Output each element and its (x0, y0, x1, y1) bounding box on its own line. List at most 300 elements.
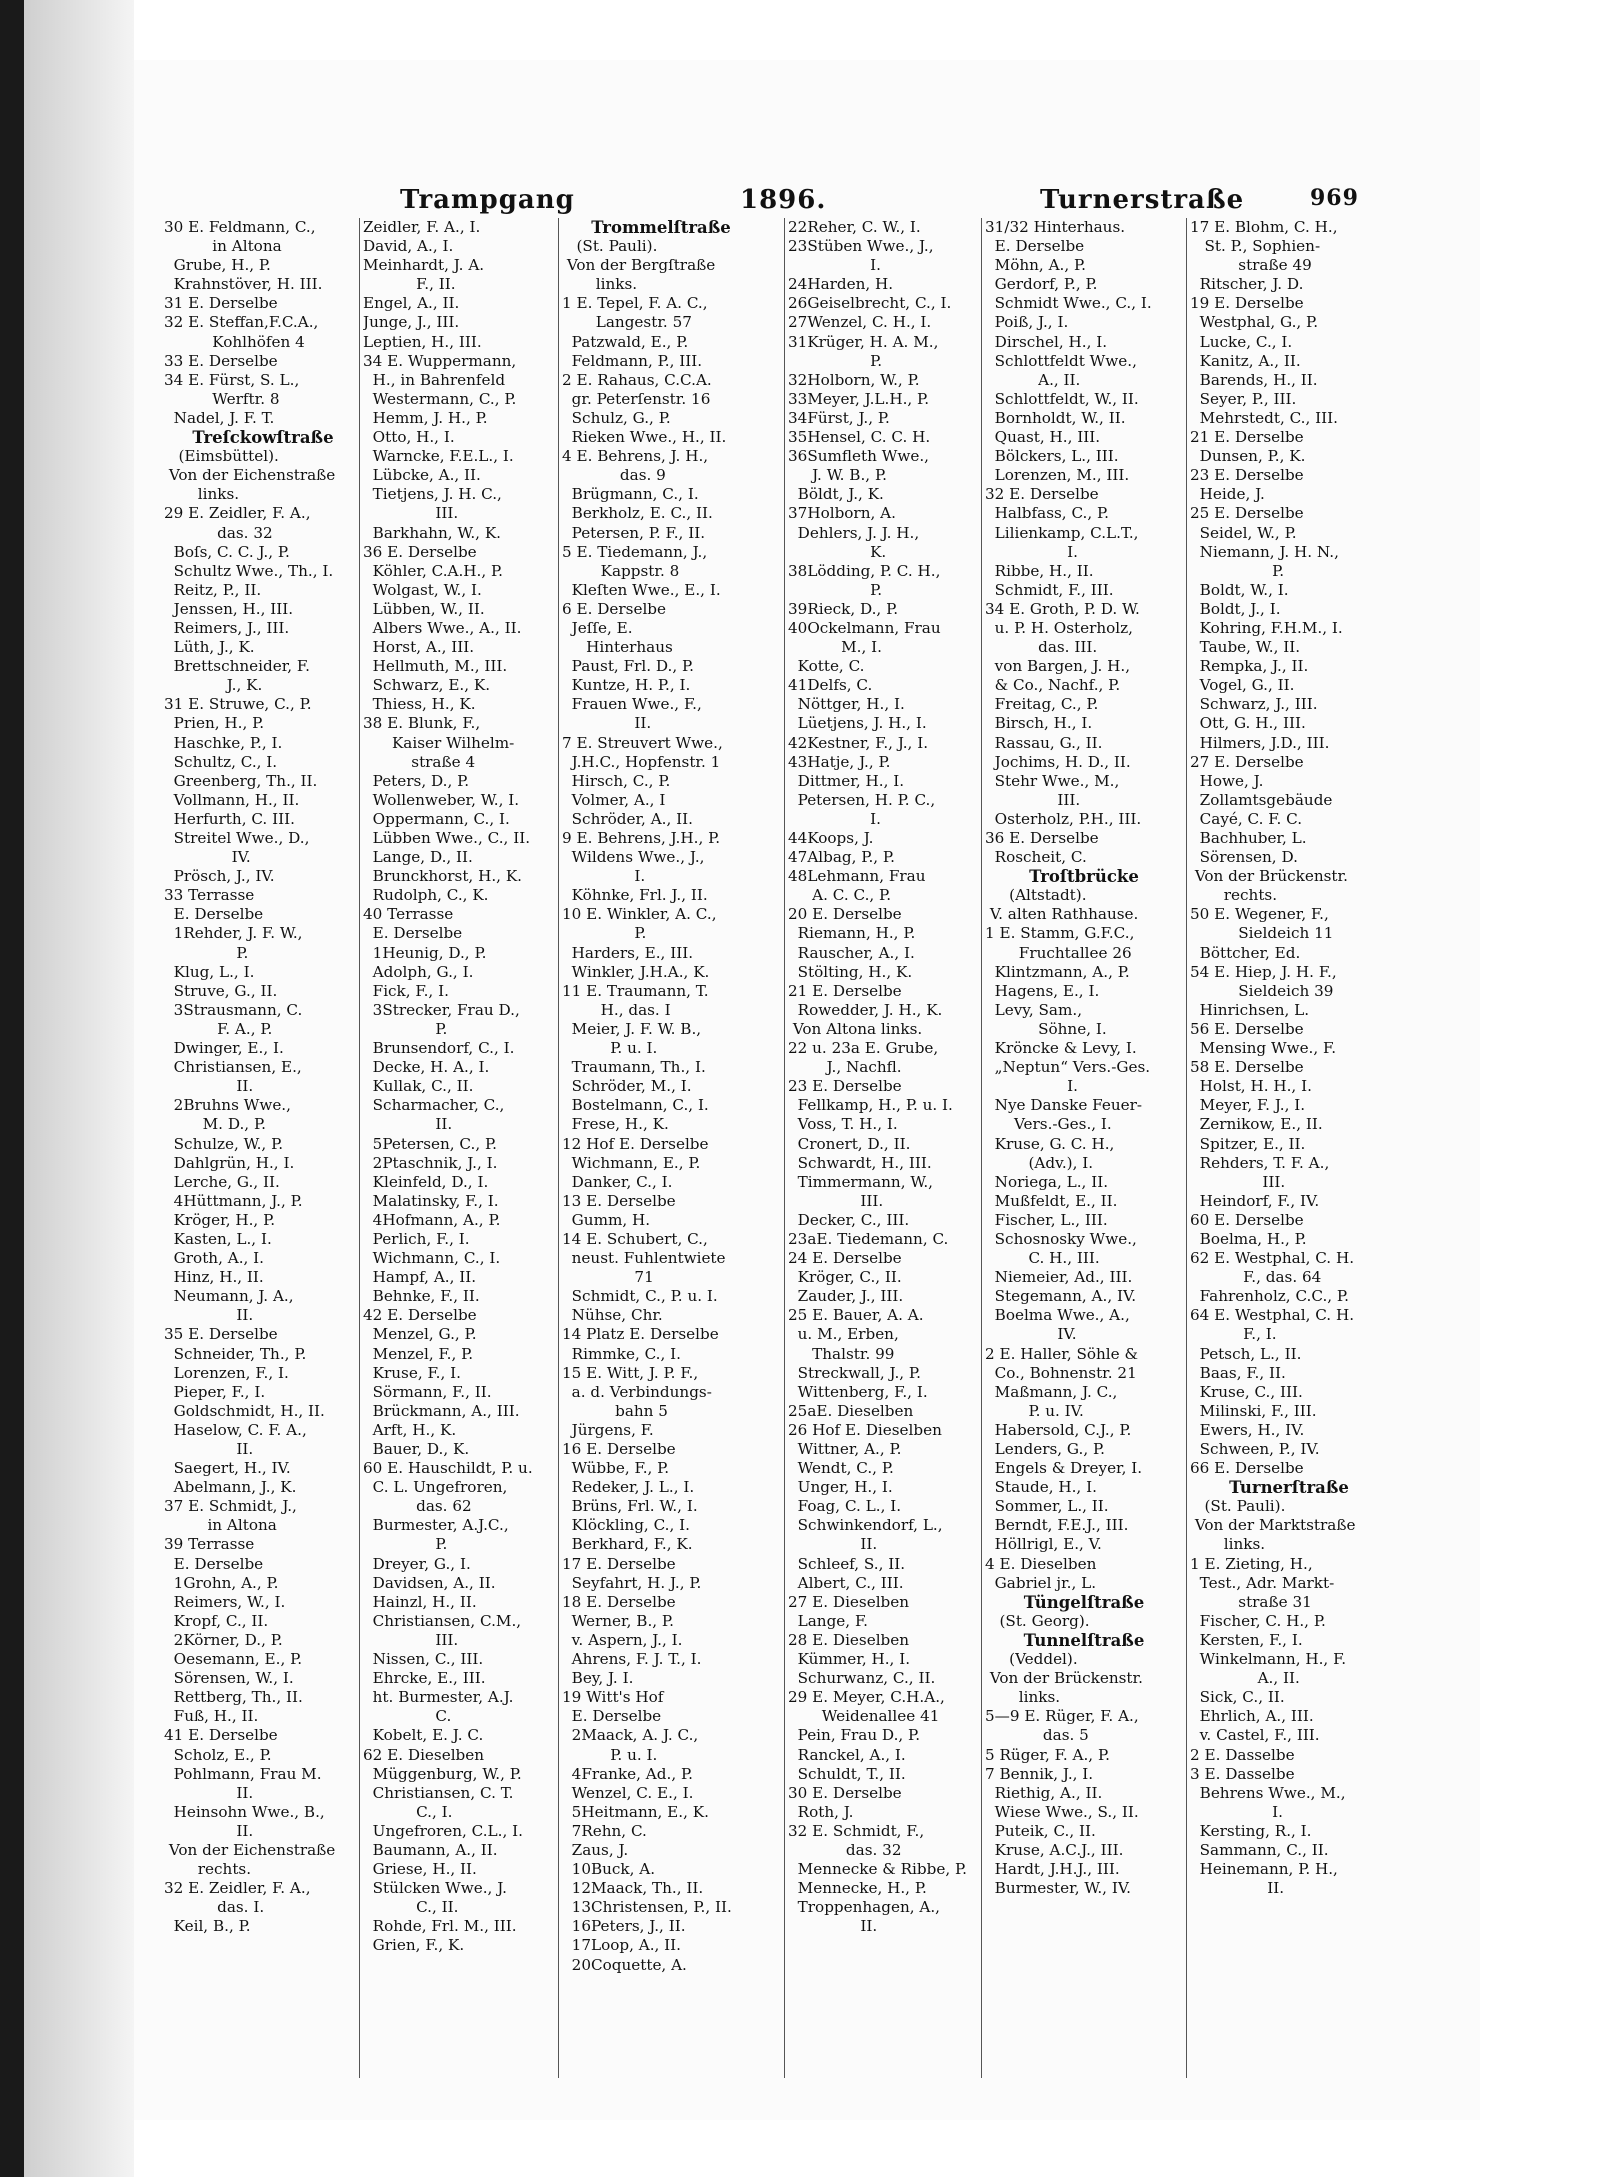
directory-line: Troſtbrücke (1029, 867, 1139, 887)
directory-line: 10Buck, A. (562, 1860, 656, 1879)
directory-line: Malatinsky, F., I. (363, 1191, 499, 1210)
directory-line: Kruse, F., I. (363, 1363, 461, 1382)
directory-line: Co., Bohnenstr. 21 (985, 1363, 1137, 1382)
directory-line: Sieldeich 39 (1190, 981, 1334, 1000)
directory-line: J., K. (164, 676, 263, 695)
directory-line: 19 Witt's Hof (562, 1688, 664, 1707)
directory-line: Horst, A., III. (363, 638, 475, 657)
directory-line: 25 E. Bauer, A. A. (788, 1306, 924, 1325)
running-head-left: Trampgang (400, 185, 575, 215)
directory-line: 56 E. Derselbe (1190, 1019, 1304, 1038)
directory-line: David, A., I. (363, 237, 454, 256)
directory-line: Müggenburg, W., P. (363, 1764, 522, 1783)
directory-line: Spitzer, E., II. (1190, 1134, 1306, 1153)
directory-line: Warncke, F.E.L., I. (363, 447, 514, 466)
directory-line: Fischer, L., III. (985, 1210, 1108, 1229)
directory-line: 34 E. Wuppermann, (363, 351, 517, 370)
directory-line: Ewers, H., IV. (1190, 1420, 1305, 1439)
directory-line: 23Stüben Wwe., J., (788, 237, 934, 256)
directory-line: Meier, J. F. W. B., (562, 1019, 702, 1038)
directory-line: Patzwald, E., P. (562, 332, 689, 351)
directory-line: Herfurth, C. III. (164, 809, 295, 828)
directory-line: III. (788, 1191, 884, 1210)
directory-line: Kullak, C., II. (363, 1077, 474, 1096)
directory-line: Fischer, C. H., P. (1190, 1611, 1326, 1630)
directory-line: Pein, Frau D., P. (788, 1726, 921, 1745)
directory-line: Lenders, G., P. (985, 1440, 1105, 1458)
directory-line: Stölting, H., K. (788, 962, 913, 981)
directory-line: 39 Terrasse (164, 1535, 255, 1554)
directory-line: Freitag, C., P. (985, 695, 1099, 714)
directory-line: Goldschmidt, H., II. (164, 1401, 325, 1420)
directory-line: Von der Brückenstr. (985, 1669, 1143, 1688)
directory-line: das. 32 (788, 1840, 902, 1859)
directory-line: Vers.-Ges., I. (985, 1115, 1112, 1134)
directory-line: Nissen, C., III. (363, 1650, 484, 1669)
directory-line: 22Reher, C. W., I. (788, 218, 921, 236)
directory-line: Schmidt, C., P. u. I. (562, 1287, 718, 1306)
directory-line: Voss, T. H., I. (788, 1115, 898, 1134)
directory-line: Jenssen, H., III. (164, 599, 294, 618)
directory-line: K. (788, 542, 887, 561)
directory-line: 17 E. Derselbe (562, 1554, 676, 1573)
directory-line: II. (164, 1783, 254, 1802)
directory-line: Kotte, C. (788, 657, 865, 676)
directory-line: Kobelt, E. J. C. (363, 1726, 484, 1745)
directory-line: 31 E. Derselbe (164, 294, 278, 313)
directory-line: Bey, J. I. (562, 1669, 634, 1688)
directory-line: Hirsch, C., P. (562, 771, 671, 790)
directory-line: Levy, Sam., (985, 1000, 1083, 1019)
directory-line: Fellkamp, H., P. u. I. (788, 1096, 953, 1115)
directory-line: Oppermann, C., I. (363, 809, 510, 828)
directory-line: Fahrenholz, C.C., P. (1190, 1287, 1349, 1306)
directory-line: 71 (562, 1268, 654, 1287)
directory-line: Arft, H., K. (363, 1420, 457, 1439)
directory-line: P. (1190, 561, 1285, 580)
directory-line: Kröger, C., II. (788, 1268, 902, 1287)
directory-line: 18 E. Derselbe (562, 1592, 676, 1611)
directory-line: 36 E. Derselbe (363, 542, 477, 561)
directory-line: II. (788, 1917, 878, 1936)
directory-line: C. (363, 1707, 452, 1726)
directory-column-1 (164, 218, 362, 1936)
directory-line: Reimers, J., III. (164, 618, 290, 637)
directory-line: (St. Pauli). (1190, 1497, 1286, 1516)
directory-line: Abelmann, J., K. (164, 1478, 297, 1497)
directory-line: Fick, F., I. (363, 981, 449, 1000)
directory-line: II. (562, 714, 652, 733)
directory-line: Schween, P., IV. (1190, 1440, 1320, 1458)
directory-column-5 (985, 218, 1183, 1898)
directory-line: Dahlgrün, H., I. (164, 1153, 295, 1172)
directory-line: Pieper, F., I. (164, 1382, 266, 1401)
directory-line: bahn 5 (562, 1401, 668, 1420)
directory-line: Zollamtsgebäude (1190, 790, 1333, 809)
directory-line: Boelma Wwe., A., (985, 1306, 1130, 1325)
directory-line: Söhne, I. (985, 1019, 1107, 1038)
directory-line: 2Maack, A. J. C., (562, 1726, 699, 1745)
directory-line: Haselow, C. F. A., (164, 1420, 307, 1439)
directory-line: das. 62 (363, 1497, 472, 1516)
directory-line: P. u. I. (562, 1039, 658, 1058)
directory-line: Baumann, A., II. (363, 1840, 498, 1859)
directory-line: Sörensen, D. (1190, 848, 1298, 867)
directory-line: 25aE. Dieselben (788, 1401, 914, 1420)
directory-column-3 (562, 218, 760, 1975)
page-header (160, 185, 1359, 215)
directory-line: Seidel, W., P. (1190, 523, 1297, 542)
directory-line: Nühse, Chr. (562, 1306, 663, 1325)
directory-line: Treſckowſtraße (192, 428, 334, 448)
directory-line: Sörmann, F., II. (363, 1382, 492, 1401)
directory-line: Gumm, H. (562, 1210, 651, 1229)
directory-line: Rehders, T. F. A., (1190, 1153, 1330, 1172)
directory-line: 2Körner, D., P. (164, 1630, 283, 1649)
directory-line: 32 E. Steffan,F.C.A., (164, 313, 319, 332)
directory-line: 10 E. Winkler, A. C., (562, 905, 717, 924)
directory-line: Kasten, L., I. (164, 1229, 272, 1248)
directory-line: Gerdorf, P., P. (985, 275, 1098, 294)
directory-line: Rempka, J., II. (1190, 657, 1309, 676)
directory-line: Wittner, A., P. (788, 1440, 902, 1458)
directory-line: Wollenweber, W., I. (363, 790, 520, 809)
directory-line: Jochims, H. D., II. (985, 752, 1131, 771)
directory-line: Meyer, F. J., I. (1190, 1096, 1306, 1115)
directory-line: gr. Peterſenstr. 16 (562, 389, 711, 408)
directory-line: P. (363, 1019, 448, 1038)
directory-line: Cayé, C. F. C. (1190, 809, 1303, 828)
directory-line: 5 E. Tiedemann, J., (562, 542, 708, 561)
directory-line: Mennecke, H., P. (788, 1879, 927, 1898)
directory-line: 4Hüttmann, J., P. (164, 1191, 303, 1210)
directory-line: Schmidt, F., III. (985, 580, 1114, 599)
directory-line: Hinz, H., II. (164, 1268, 264, 1287)
directory-line: Nye Danske Feuer- (985, 1096, 1143, 1115)
directory-line: E. Derselbe (363, 924, 463, 943)
directory-line: Rohde, Frl. M., III. (363, 1917, 517, 1936)
directory-line: Hinterhaus (562, 638, 673, 657)
directory-line: Schosnosky Wwe., (985, 1229, 1137, 1248)
directory-line: Werftr. 8 (164, 389, 280, 408)
directory-line: 1 E. Stamm, G.F.C., (985, 924, 1135, 943)
directory-line: Köhler, C.A.H., P. (363, 561, 504, 580)
directory-line: Lucke, C., I. (1190, 332, 1293, 351)
directory-line: Wiese Wwe., S., II. (985, 1802, 1139, 1821)
directory-line: A., II. (985, 370, 1081, 389)
directory-line: J.H.C., Hopfenstr. 1 (562, 752, 721, 771)
directory-line: Haschke, P., I. (164, 733, 283, 752)
directory-line: Struve, G., II. (164, 981, 278, 1000)
directory-line: Tietjens, J. H. C., (363, 485, 502, 504)
directory-line: (St. Pauli). (562, 237, 658, 256)
directory-line: 37Holborn, A. (788, 504, 896, 523)
directory-line: Lüth, J., K. (164, 638, 255, 657)
directory-line: 44Koops, J. (788, 829, 874, 847)
directory-line: (Altstadt). (985, 886, 1087, 905)
directory-line: 41 E. Derselbe (164, 1726, 278, 1745)
directory-line: Hinrichsen, L. (1190, 1000, 1310, 1019)
directory-line: 12 Hof E. Derselbe (562, 1134, 709, 1153)
directory-line: Timmermann, W., (788, 1172, 933, 1191)
directory-line: 43Hatje, J., P. (788, 752, 891, 771)
directory-line: 24Harden, H. (788, 275, 894, 294)
directory-line: Sammann, C., II. (1190, 1840, 1329, 1859)
directory-line: 4 E. Dieselben (985, 1554, 1097, 1573)
directory-line: 21 E. Derselbe (1190, 428, 1304, 447)
directory-line: Groth, A., I. (164, 1249, 265, 1268)
directory-line: Zernikow, E., II. (1190, 1115, 1323, 1134)
directory-line: Fruchtallee 26 (985, 943, 1132, 962)
directory-line: Böldt, J., K. (788, 485, 884, 504)
directory-line: u. M., Erben, (788, 1325, 899, 1344)
directory-line: 2 E. Rahaus, C.C.A. (562, 370, 712, 389)
directory-line: Perlich, F., I. (363, 1229, 470, 1248)
directory-line: Hagens, E., I. (985, 981, 1100, 1000)
directory-line: P. (562, 924, 647, 943)
directory-line: P. (788, 351, 883, 370)
directory-line: Christiansen, C.M., (363, 1611, 522, 1630)
directory-line: Hellmuth, M., III. (363, 657, 508, 676)
directory-line: Brettschneider, F. (164, 657, 310, 676)
directory-line: H., das. I (562, 1000, 671, 1019)
directory-line: Milinski, F., III. (1190, 1401, 1317, 1420)
directory-line: Bornholdt, W., II. (985, 408, 1126, 427)
directory-line: „Neptun“ Vers.-Ges. (985, 1058, 1151, 1077)
directory-line: F., I. (1190, 1325, 1277, 1344)
directory-line: 1Rehder, J. F. W., (164, 924, 303, 943)
directory-line: 1 E. Tepel, F. A. C., (562, 294, 708, 313)
directory-line: straße 31 (1190, 1592, 1312, 1611)
directory-line: Streitel Wwe., D., (164, 829, 310, 847)
directory-line: Habersold, C.J., P. (985, 1420, 1132, 1439)
directory-line: links. (1190, 1535, 1266, 1554)
directory-line: 38Lödding, P. C. H., (788, 561, 941, 580)
directory-line: C. H., III. (985, 1249, 1100, 1268)
directory-line: Bachhuber, L. (1190, 829, 1307, 847)
directory-line: Mensing Wwe., F. (1190, 1039, 1337, 1058)
directory-line: Ungefroren, C.L., I. (363, 1821, 523, 1840)
directory-line: 4Hofmann, A., P. (363, 1210, 501, 1229)
directory-line: Holst, H. H., I. (1190, 1077, 1312, 1096)
directory-line: das. 32 (164, 523, 273, 542)
directory-line: Ahrens, F. J. T., I. (562, 1650, 702, 1669)
directory-line: Turnerſtraße (1229, 1478, 1349, 1498)
directory-line: 15 E. Witt, J. P. F., (562, 1363, 699, 1382)
directory-line: Scholz, E., P. (164, 1745, 272, 1764)
directory-line: 17Loop, A., II. (562, 1936, 682, 1955)
directory-line: I. (562, 867, 646, 886)
directory-line: Zaus, J. (562, 1840, 629, 1859)
directory-line: Barkhahn, W., K. (363, 523, 501, 542)
directory-line: Reimers, W., I. (164, 1592, 286, 1611)
directory-line: Brügmann, C., I. (562, 485, 699, 504)
directory-line: Westphal, G., P. (1190, 313, 1319, 332)
directory-line: Junge, J., III. (363, 313, 460, 332)
directory-line: 5Petersen, C., P. (363, 1134, 497, 1153)
directory-column-4 (788, 218, 986, 1936)
directory-line: Boldt, J., I. (1190, 599, 1281, 618)
directory-line: M., I. (788, 638, 882, 657)
directory-line: Schurwanz, C., II. (788, 1669, 936, 1688)
directory-line: Möhn, A., P. (985, 256, 1086, 275)
directory-line: Greenberg, Th., II. (164, 771, 318, 790)
directory-line: Kersten, F., I. (1190, 1630, 1303, 1649)
directory-line: 29 E. Meyer, C.H.A., (788, 1688, 945, 1707)
directory-line: Brüns, Frl. W., I. (562, 1497, 698, 1516)
directory-line: IV. (164, 848, 251, 867)
directory-line: Engel, A., II. (363, 294, 460, 313)
directory-line: 27Wenzel, C. H., I. (788, 313, 932, 332)
directory-line: 42Kestner, F., J., I. (788, 733, 929, 752)
directory-line: Sörensen, W., I. (164, 1669, 294, 1688)
directory-line: Prien, H., P. (164, 714, 265, 733)
directory-line: IV. (985, 1325, 1077, 1344)
directory-line: Ritscher, J. D. (1190, 275, 1304, 294)
directory-line: Kröncke & Levy, I. (985, 1039, 1137, 1058)
directory-line: 20Coquette, A. (562, 1955, 687, 1974)
directory-line: Osterholz, P.H., III. (985, 809, 1142, 828)
directory-line: Krahnstöver, H. III. (164, 275, 323, 294)
directory-line: Von der Brückenstr. (1190, 867, 1348, 886)
directory-line: Test., Adr. Markt- (1190, 1573, 1335, 1592)
directory-line: Pohlmann, Frau M. (164, 1764, 322, 1783)
directory-line: 34Fürst, J., P. (788, 408, 890, 427)
directory-line: Hemm, J. H., P. (363, 408, 488, 427)
directory-line: Christiansen, C. T. (363, 1783, 514, 1802)
directory-line: Staude, H., I. (985, 1478, 1097, 1497)
directory-line: 19 E. Derselbe (1190, 294, 1304, 313)
directory-line: 5Heitmann, E., K. (562, 1802, 709, 1821)
directory-line: F., das. 64 (1190, 1268, 1322, 1287)
directory-line: Heide, J. (1190, 485, 1265, 504)
directory-line: 40Ockelmann, Frau (788, 618, 941, 637)
directory-line: 6 E. Derselbe (562, 599, 667, 618)
directory-line: Schwardt, H., III. (788, 1153, 932, 1172)
directory-line: 4 E. Behrens, J. H., (562, 447, 709, 466)
directory-line: Berkhard, F., K. (562, 1535, 693, 1554)
directory-line: Bauer, D., K. (363, 1440, 470, 1458)
directory-line: 2Bruhns Wwe., (164, 1096, 291, 1115)
directory-line: Schleef, S., II. (788, 1554, 906, 1573)
directory-line: 42 E. Derselbe (363, 1306, 477, 1325)
directory-line: Rieken Wwe., H., II. (562, 428, 727, 447)
directory-line: Roth, J. (788, 1802, 854, 1821)
directory-line: Leptien, H., III. (363, 332, 482, 351)
directory-line: 36 E. Derselbe (985, 829, 1099, 847)
directory-line: 38 E. Blunk, F., (363, 714, 481, 733)
directory-line: Von der Bergſtraße (562, 256, 716, 275)
directory-line: links. (985, 1688, 1061, 1707)
directory-line: 60 E. Hauschildt, P. u. (363, 1459, 533, 1478)
directory-line: Schwarz, E., K. (363, 676, 491, 695)
directory-line: Danker, C., I. (562, 1172, 673, 1191)
directory-line: 5—9 E. Rüger, F. A., (985, 1707, 1139, 1726)
directory-line: 2Ptaschnik, J., I. (363, 1153, 498, 1172)
directory-line: Hainzl, H., II. (363, 1592, 477, 1611)
directory-line: 27 E. Derselbe (1190, 752, 1304, 771)
directory-line: C. L. Ungefroren, (363, 1478, 508, 1497)
directory-line: Brückmann, A., III. (363, 1401, 520, 1420)
directory-line: Kersting, R., I. (1190, 1821, 1312, 1840)
directory-line: Lorenzen, F., I. (164, 1363, 289, 1382)
directory-line: 4Franke, Ad., P. (562, 1764, 693, 1783)
directory-line: Rettberg, Th., II. (164, 1688, 303, 1707)
directory-line: I. (788, 256, 881, 275)
directory-line: F. A., P. (164, 1019, 273, 1038)
directory-line: III. (363, 1630, 459, 1649)
directory-line: Wenzel, C. E., I. (562, 1783, 694, 1802)
directory-line: Lübcke, A., II. (363, 466, 481, 485)
directory-line: Von der Eichenstraße (164, 466, 336, 485)
directory-line: Saegert, H., IV. (164, 1459, 291, 1478)
directory-line: E. Derselbe (985, 237, 1085, 256)
directory-line: Ehrcke, E., III. (363, 1669, 486, 1688)
directory-line: Burmester, A.J.C., (363, 1516, 509, 1535)
directory-line: Kappstr. 8 (562, 561, 680, 580)
directory-line: Howe, J. (1190, 771, 1264, 790)
directory-line: Redeker, J. L., I. (562, 1478, 695, 1497)
directory-line: (Veddel). (985, 1650, 1078, 1669)
directory-line: links. (562, 275, 638, 294)
directory-line: 32 E. Schmidt, F., (788, 1821, 925, 1840)
directory-line: Heinsohn Wwe., B., (164, 1802, 325, 1821)
directory-line: II. (788, 1535, 878, 1554)
directory-line: v. Aspern, J., I. (562, 1630, 683, 1649)
running-head-right: Turnerstraße (1040, 185, 1245, 215)
directory-line: P. u. IV. (985, 1401, 1084, 1420)
directory-line: Kruse, G. C. H., (985, 1134, 1115, 1153)
directory-line: Baas, F., II. (1190, 1363, 1286, 1382)
directory-line: Griese, H., II. (363, 1860, 477, 1879)
directory-line: Kruse, A.C.J., III. (985, 1840, 1124, 1859)
directory-line: Maßmann, J. C., (985, 1382, 1118, 1401)
directory-line: Kruse, C., III. (1190, 1382, 1303, 1401)
directory-line: Hardt, J.H.J., III. (985, 1860, 1120, 1879)
directory-line: in Altona (164, 1516, 277, 1535)
column-rule (1186, 218, 1187, 2078)
directory-line: 17 E. Blohm, C. H., (1190, 218, 1338, 236)
directory-line: Engels & Dreyer, I. (985, 1459, 1143, 1478)
directory-line: (St. Georg). (985, 1611, 1090, 1630)
directory-line: Sommer, L., II. (985, 1497, 1109, 1516)
directory-line: Heinemann, P. H., (1190, 1860, 1338, 1879)
directory-line: v. Castel, F., III. (1190, 1726, 1320, 1745)
directory-line: C., II. (363, 1898, 459, 1917)
directory-line: Lübben Wwe., C., II. (363, 829, 531, 847)
directory-line: Seyfahrt, H. J., P. (562, 1573, 702, 1592)
directory-line: Traumann, Th., I. (562, 1058, 706, 1077)
directory-line: Brunckhorst, H., K. (363, 867, 522, 886)
directory-line: Wolgast, W., I. (363, 580, 482, 599)
scan-edge-dark (0, 0, 24, 2177)
directory-line: E. Derselbe (164, 1554, 264, 1573)
directory-line: Schlottfeldt Wwe., (985, 351, 1137, 370)
directory-line: Troppenhagen, A., (788, 1898, 941, 1917)
directory-line: 62 E. Westphal, C. H. (1190, 1249, 1355, 1268)
directory-line: Petersen, H. P. C., (788, 790, 936, 809)
column-rule (784, 218, 785, 2078)
directory-line: links. (164, 485, 240, 504)
directory-line: F., II. (363, 275, 456, 294)
directory-line: Mußfeldt, E., II. (985, 1191, 1118, 1210)
directory-line: Weidenallee 41 (788, 1707, 940, 1726)
directory-line: St. P., Sophien- (1190, 237, 1321, 256)
directory-line: Rassau, G., II. (985, 733, 1103, 752)
directory-line: 2 E. Dasselbe (1190, 1745, 1295, 1764)
directory-line: das. 5 (985, 1726, 1089, 1745)
directory-line: 24 E. Derselbe (788, 1249, 902, 1268)
